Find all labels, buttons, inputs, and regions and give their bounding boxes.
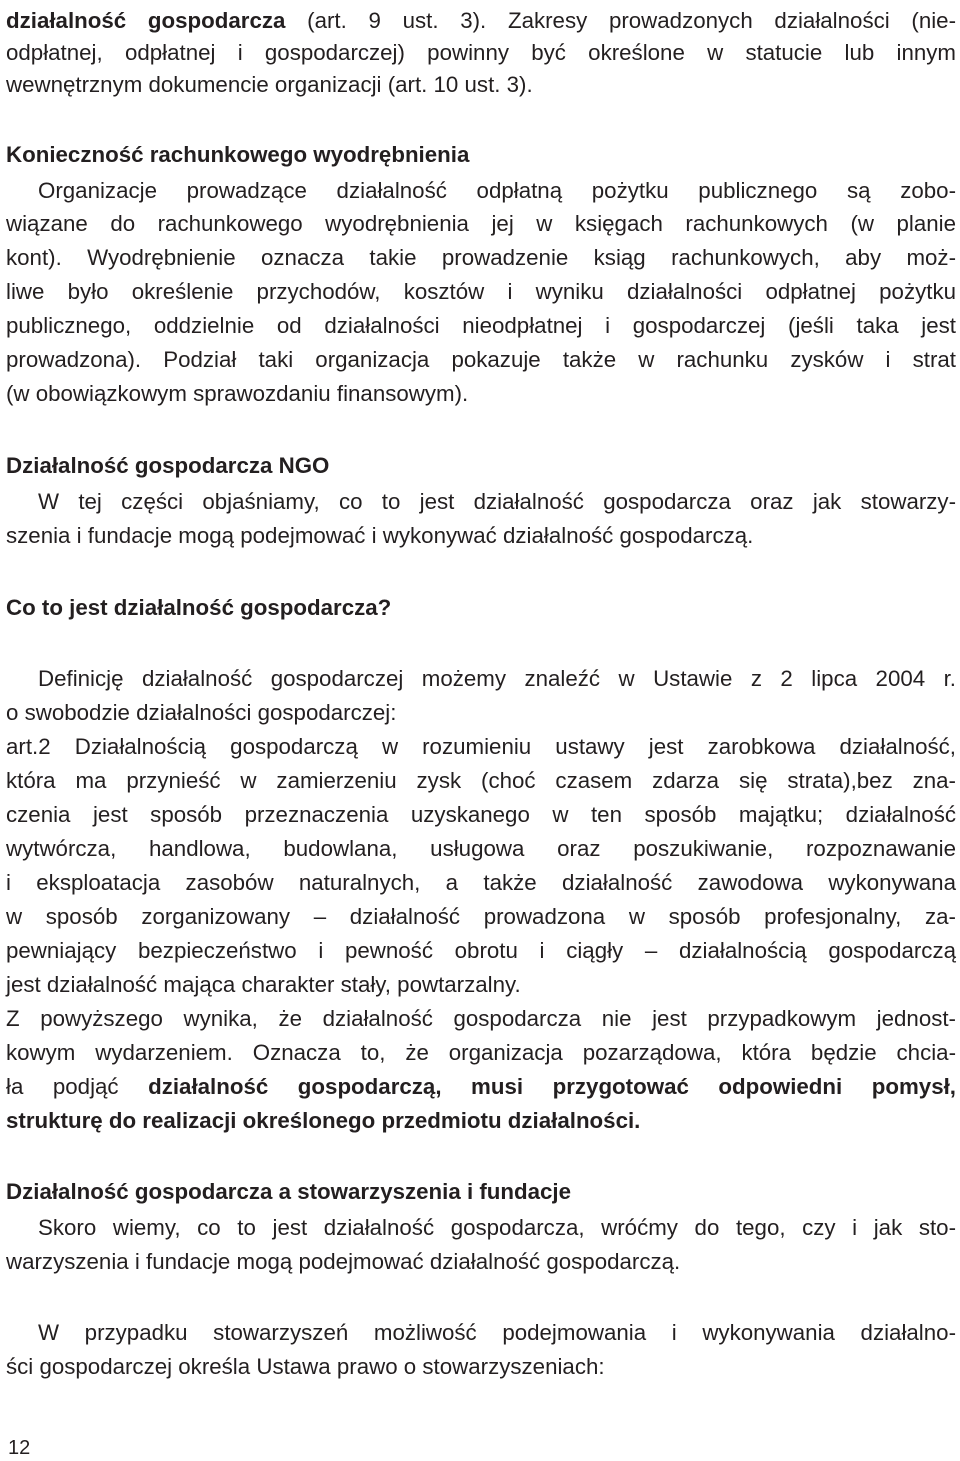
paragraph-line: czenia jest sposób przeznaczenia uzyskanego w ten sposób majątku; działalność xyxy=(6,802,956,827)
paragraph-line: kont). Wyodrębnienie oznacza takie prowadzenie ksiąg rachunkowych, aby moż- xyxy=(6,245,956,270)
paragraph-line: warzyszenia i fundacje mogą podejmować działalność gospodarczą. xyxy=(6,1249,681,1274)
page-number: 12 xyxy=(8,1437,31,1459)
paragraph-line: Z powyższego wynika, że działalność gospodarcza nie jest przypadkowym jednost- xyxy=(6,1006,956,1031)
intro-line-1-text: (art. 9 ust. 3). Zakresy prowadzonych działalności (nie- xyxy=(285,8,956,33)
paragraph-line: W przypadku stowarzyszeń możliwość podejmowania i wykonywania działalno- xyxy=(38,1320,956,1345)
intro-line-2: odpłatnej, odpłatnej i gospodarczej) powinny być określone w statucie lub innym xyxy=(6,40,956,65)
emphasis-lead-text: ła podjąć xyxy=(6,1074,149,1099)
emphasis-line-1 xyxy=(6,1074,956,1100)
paragraph-line: prowadzona). Podział taki organizacja pokazuje także w rachunku zysków i strat xyxy=(6,347,956,372)
paragraph-line: Organizacje prowadzące działalność odpłatną pożytku publicznego są zobo- xyxy=(38,178,956,203)
paragraph-line: Definicję działalność gospodarczej możemy znaleźć w Ustawie z 2 lipca 2004 r. xyxy=(38,666,956,691)
section-heading-associations: Działalność gospodarcza a stowarzyszenia i fundacje xyxy=(6,1179,572,1204)
paragraph-line: która ma przynieść w zamierzeniu zysk (choć czasem zdarza się strata),bez zna- xyxy=(6,768,956,793)
paragraph-line: wytwórcza, handlowa, budowlana, usługowa oraz poszukiwanie, rozpoznawanie xyxy=(6,836,956,861)
paragraph-line: ści gospodarczej określa Ustawa prawo o stowarzyszeniach: xyxy=(6,1354,605,1379)
paragraph-line: kowym wydarzeniem. Oznacza to, że organizacja pozarządowa, która będzie chcia- xyxy=(6,1040,956,1065)
section-heading-definition: Co to jest działalność gospodarcza? xyxy=(6,595,392,620)
paragraph-line: wiązane do rachunkowego wyodrębnienia jej w księgach rachunkowych (w planie xyxy=(6,211,956,236)
paragraph-line: szenia i fundacje mogą podejmować i wykonywać działalność gospodarczą. xyxy=(6,523,754,548)
paragraph-line: i eksploatacja zasobów naturalnych, a także działalność zawodowa wykonywana xyxy=(6,870,956,895)
paragraph-line: jest działalność mająca charakter stały, powtarzalny. xyxy=(6,972,521,997)
intro-bold-term: działalność gospodarcza xyxy=(6,8,286,33)
section-heading-ngo: Działalność gospodarcza NGO xyxy=(6,453,330,478)
intro-line-1 xyxy=(6,8,956,34)
emphasis-bold-text: działalność gospodarczą, musi przygotować odpowiedni pomysł, xyxy=(148,1074,957,1099)
paragraph-line: pewniający bezpieczeństwo i pewność obrotu i ciągły – działalnością gospodarczą xyxy=(6,938,956,963)
paragraph-line: (w obowiązkowym sprawozdaniu finansowym). xyxy=(6,381,469,406)
paragraph-line: o swobodzie działalności gospodarczej: xyxy=(6,700,397,725)
section-heading-accounting: Konieczność rachunkowego wyodrębnienia xyxy=(6,142,470,167)
paragraph-line: w sposób zorganizowany – działalność prowadzona w sposób profesjonalny, za- xyxy=(6,904,956,929)
emphasis-line-2: strukturę do realizacji określonego przedmiotu działalności. xyxy=(6,1108,641,1133)
paragraph-line: liwe było określenie przychodów, kosztów i wyniku działalności odpłatnej pożytku xyxy=(6,279,956,304)
paragraph-line: art.2 Działalnością gospodarczą w rozumieniu ustawy jest zarobkowa działalność, xyxy=(6,734,956,759)
paragraph-line: publicznego, oddzielnie od działalności nieodpłatnej i gospodarczej (jeśli taka jest xyxy=(6,313,956,338)
intro-line-3: wewnętrznym dokumencie organizacji (art. 10 ust. 3). xyxy=(6,72,533,97)
paragraph-line: W tej części objaśniamy, co to jest działalność gospodarcza oraz jak stowarzy- xyxy=(38,489,956,514)
paragraph-line: Skoro wiemy, co to jest działalność gospodarcza, wróćmy do tego, czy i jak sto- xyxy=(38,1215,956,1240)
